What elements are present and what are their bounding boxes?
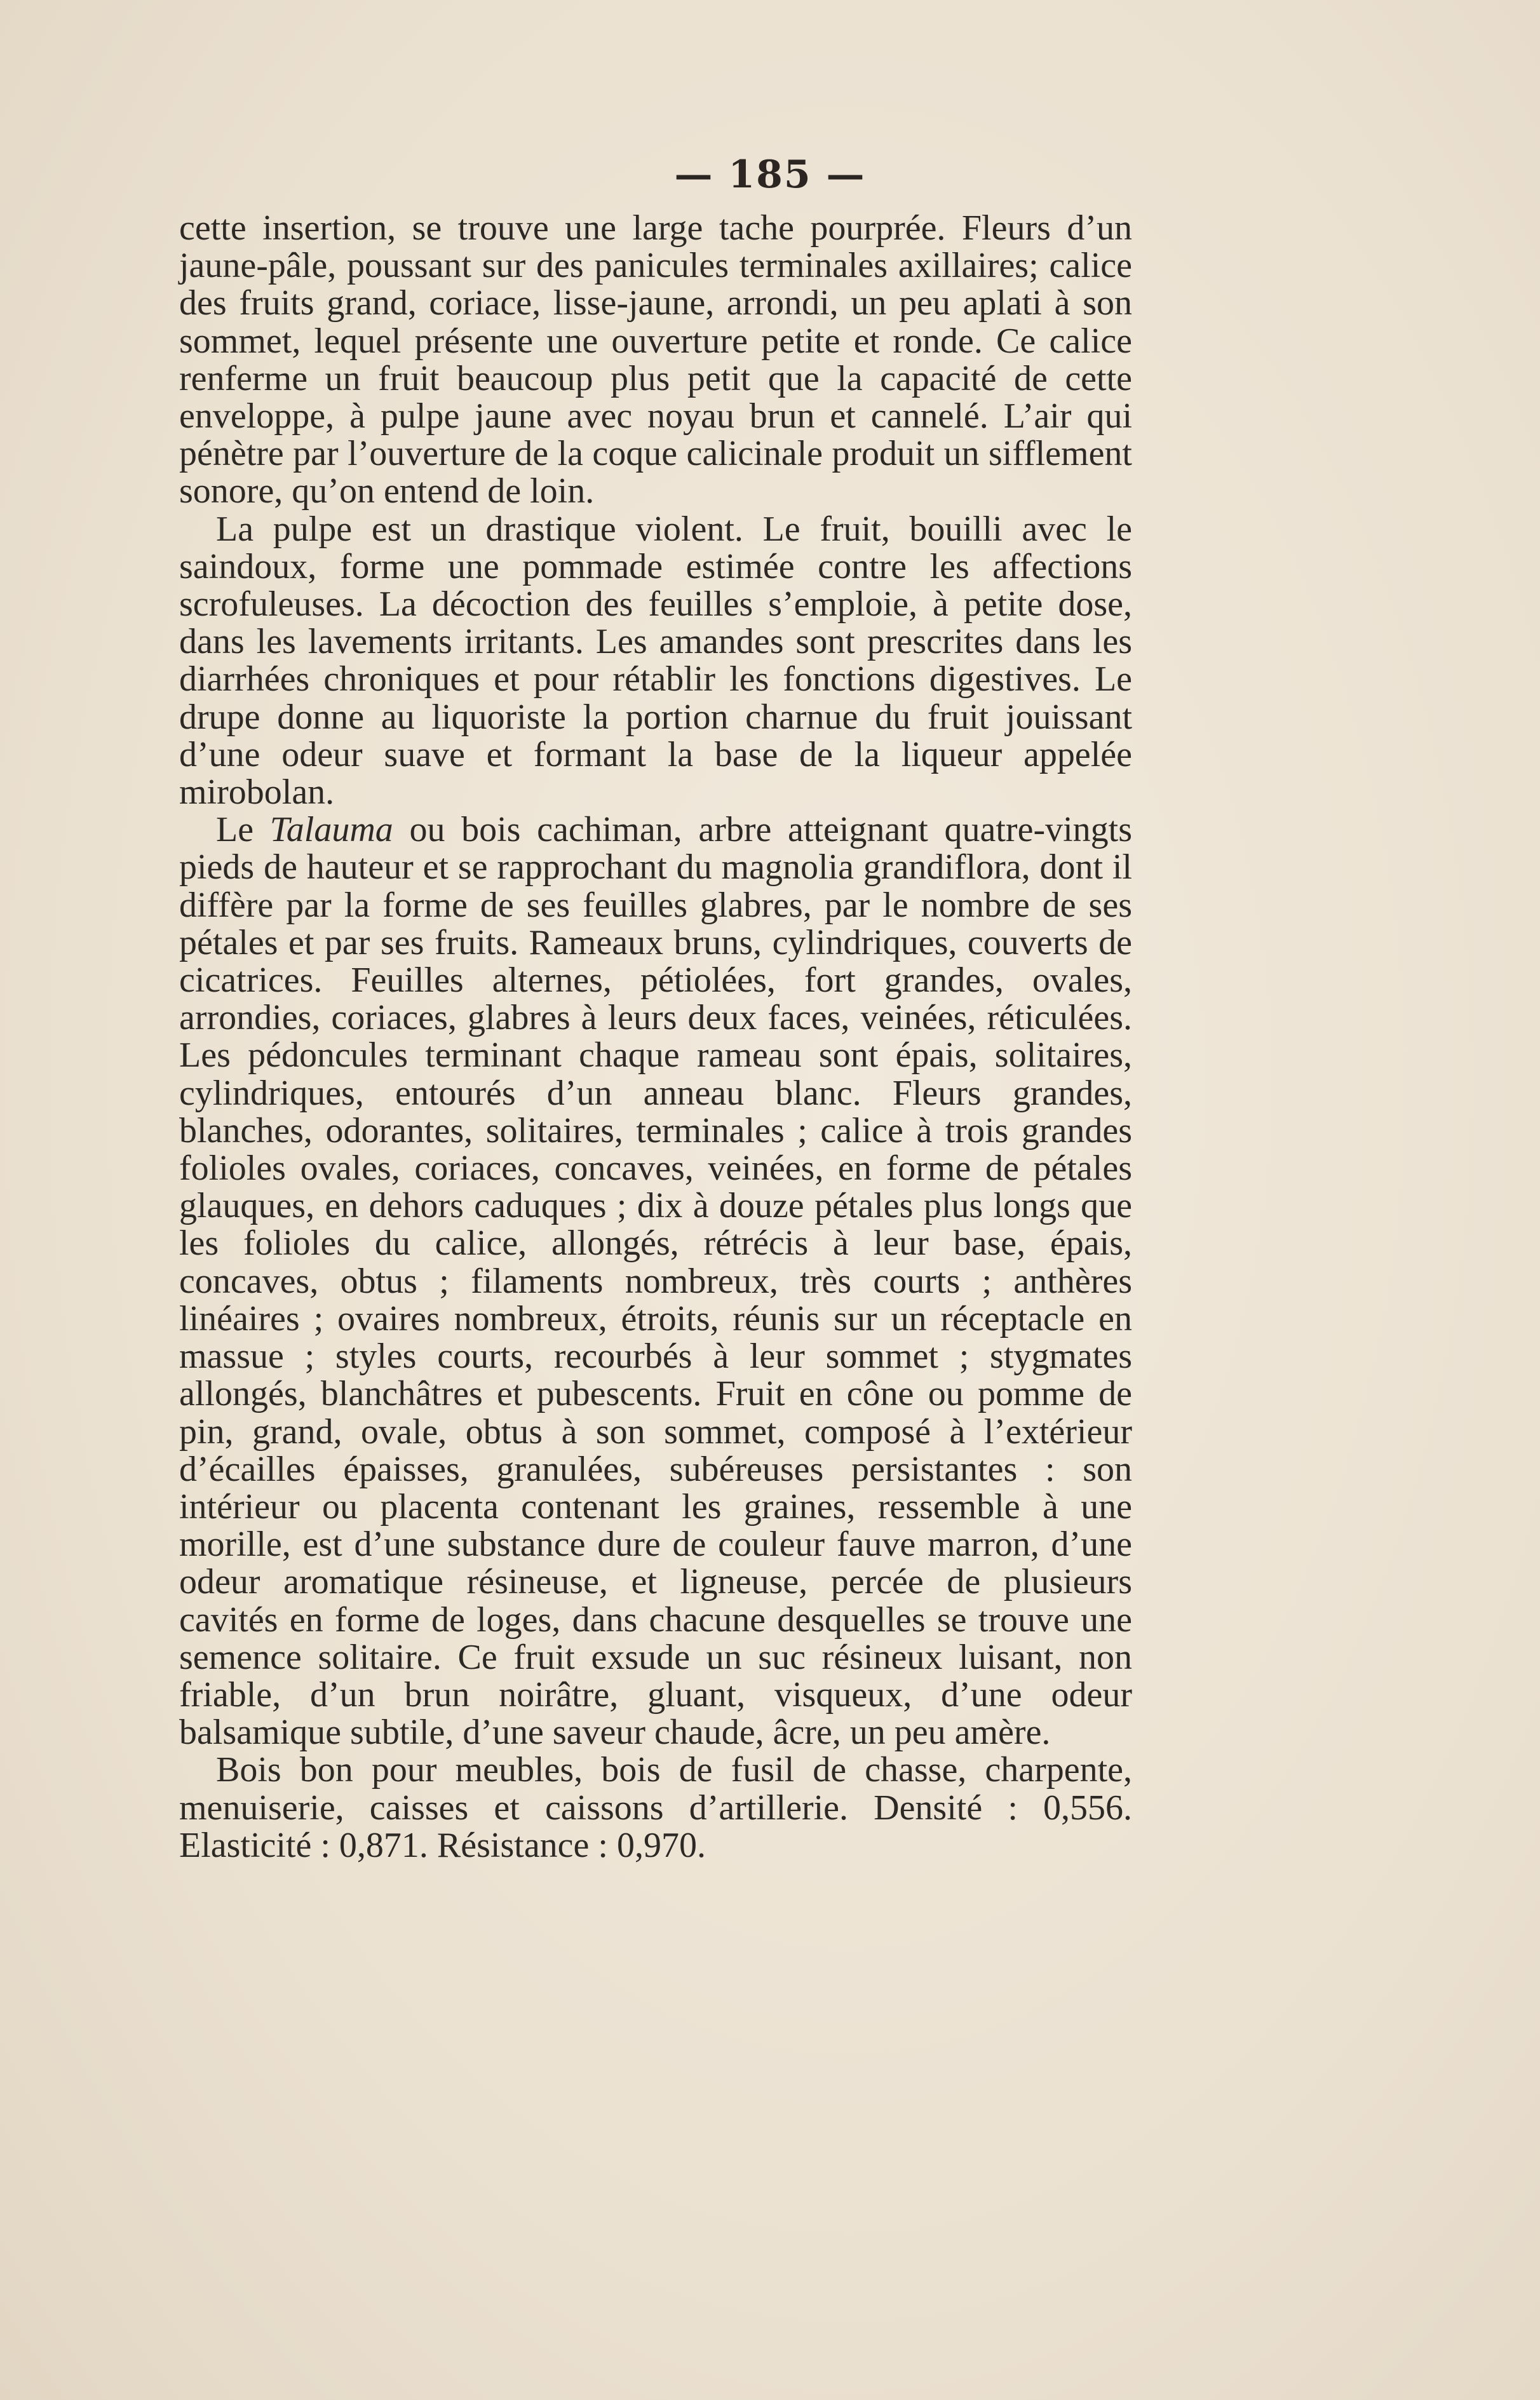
paragraph-pulpe: La pulpe est un drastique violent. Le fruit, bouilli avec le saindoux, forme une pommade estimée contre les affections scrofuleuses. La décoction des feuilles s’emploie, à petite dose, dans les lavements irritants. Les amandes sont prescrites dans les diarrhées chroniques et pour rétablir les fonctions digestives. Le drupe donne au liquoriste la portion charnue du fruit jouissant d’une odeur suave et formant la base de la liqueur appelée mirobolan. <box>179 509 1132 812</box>
body-text <box>179 210 1132 1864</box>
paragraph-bois: Bois bon pour meubles, bois de fusil de chasse, charpente, menuiserie, caisses et caissons d’artillerie. Densité : 0,556. Elasticité : 0,871. Résistance : 0,970. <box>179 1750 1132 1865</box>
talauma-description: ou bois cachiman, arbre atteignant quatre-vingts pieds de hauteur et se rapprochant du magnolia grandiflora, dont il diffère par la forme de ses feuilles glabres, par le nombre de ses pétales et par ses fruits. Rameaux bruns, cylindriques, couverts de cicatrices. Feuilles alternes, pétiolées, fort grandes, ovales, arrondies, coriaces, glabres à leurs deux faces, veinées, réticulées. Les pédoncules terminant chaque rameau sont épais, solitaires, cylindriques, entourés d’un anneau blanc. Fleurs grandes, blanches, odorantes, solitaires, terminales ; calice à trois grandes folioles ovales, coriaces, concaves, veinées, en forme de pétales glauques, en dehors caduques ; dix à douze pétales plus longs que les folioles du calice, allongés, rétrécis à leur base, épais, concaves, obtus ; filaments nombreux, très courts ; anthères linéaires ; ovaires nombreux, étroits, réunis sur un réceptacle en massue ; styles courts, recourbés à leur sommet ; stygmates allongés, blanchâtres et pubescents. Fruit en cône ou pomme de pin, grand, ovale, obtus à son sommet, composé à l’extérieur d’écailles épaisses, granulées, subéreuses persistantes : son intérieur ou placenta contenant les graines, ressemble à une morille, est d’une substance dure de couleur fauve marron, d’une odeur aromatique résineuse, et ligneuse, percée de plusieurs cavités en forme de loges, dans chacune desquelles se trouve une semence solitaire. Ce fruit exsude un suc résineux luisant, non friable, d’un brun noirâtre, gluant, visqueux, d’une odeur balsamique subtile, d’une saveur chaude, âcre, un peu amère. <box>179 810 1132 1753</box>
paragraph-talauma <box>179 811 1132 1751</box>
talauma-term: Talauma <box>269 810 393 850</box>
paragraph-continuation: cette insertion, se trouve une large tache pourprée. Fleurs d’un jaune-pâle, poussant sur des panicules terminales axillaires; calice des fruits grand, coriace, lisse-jaune, arrondi, un peu aplati à son sommet, lequel présente une ouverture petite et ronde. Ce calice renferme un fruit beaucoup plus petit que la capacité de cette enveloppe, à pulpe jaune avec noyau brun et cannelé. L’air qui pénètre par l’ouverture de la coque calicinale produit un sifflement sonore, qu’on entend de loin. <box>179 208 1132 511</box>
talauma-intro: Le <box>216 810 270 850</box>
page-number: — 185 — <box>674 152 866 197</box>
